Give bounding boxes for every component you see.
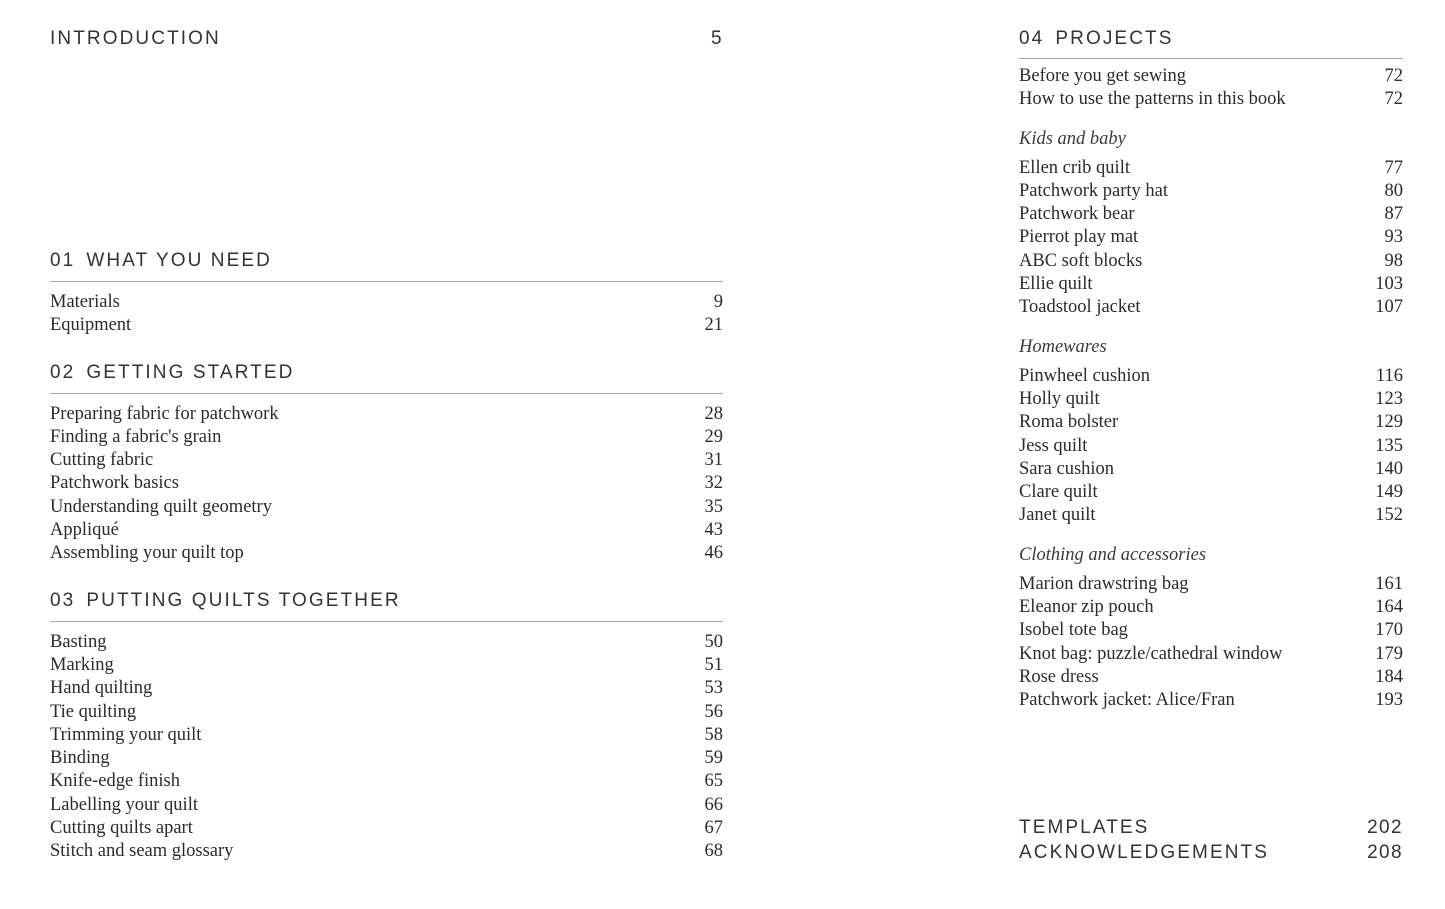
entry-label: Basting bbox=[50, 631, 107, 652]
section-divider bbox=[1019, 58, 1403, 59]
toc-entry[interactable] bbox=[50, 677, 723, 700]
entry-page: 164 bbox=[1375, 597, 1403, 618]
entry-page: 170 bbox=[1375, 620, 1403, 641]
toc-entry[interactable] bbox=[50, 631, 723, 654]
entry-page: 32 bbox=[704, 473, 723, 494]
toc-entry[interactable] bbox=[1019, 65, 1403, 88]
toc-entry[interactable] bbox=[1019, 643, 1403, 666]
right-page bbox=[723, 0, 1445, 909]
toc-entry[interactable] bbox=[1019, 273, 1403, 296]
toc-entry[interactable] bbox=[1019, 88, 1403, 111]
entry-page: 135 bbox=[1375, 435, 1403, 456]
entry-page: 56 bbox=[704, 701, 723, 722]
entry-label: Before you get sewing bbox=[1019, 66, 1186, 86]
entry-label: ABC soft blocks bbox=[1019, 250, 1143, 271]
entry-page: 107 bbox=[1375, 297, 1403, 318]
toc-entry[interactable] bbox=[1019, 573, 1403, 596]
toc-entry[interactable] bbox=[1019, 666, 1403, 689]
entry-label: Finding a fabric's grain bbox=[50, 426, 222, 447]
back-matter bbox=[1019, 815, 1403, 865]
acknowledgements-page: 208 bbox=[1367, 842, 1403, 863]
entry-page: 66 bbox=[704, 794, 723, 815]
entry-label: How to use the patterns in this book bbox=[1019, 89, 1286, 110]
toc-entry[interactable] bbox=[50, 403, 723, 426]
toc-entry[interactable] bbox=[1019, 689, 1403, 712]
entry-page: 103 bbox=[1375, 274, 1403, 295]
entry-page: 28 bbox=[704, 403, 723, 424]
section-title: PUTTING QUILTS TOGETHER bbox=[86, 589, 401, 611]
entry-page: 68 bbox=[704, 841, 723, 862]
toc-entry[interactable] bbox=[50, 840, 723, 863]
entry-page: 29 bbox=[704, 426, 723, 447]
group-subhead-clothing-and-accessories: Clothing and accessories bbox=[1019, 544, 1207, 565]
entry-page: 43 bbox=[704, 520, 723, 541]
entry-label: Ellen crib quilt bbox=[1019, 157, 1130, 178]
toc-entry[interactable] bbox=[1019, 203, 1403, 226]
toc-entry[interactable] bbox=[50, 542, 723, 565]
toc-entry[interactable] bbox=[50, 291, 723, 314]
toc-entry[interactable] bbox=[50, 817, 723, 840]
entry-label: Cutting quilts apart bbox=[50, 818, 193, 839]
entry-page: 77 bbox=[1384, 157, 1403, 178]
entry-page: 31 bbox=[704, 450, 723, 471]
toc-entry[interactable] bbox=[50, 724, 723, 747]
entry-label: Pinwheel cushion bbox=[1019, 365, 1151, 386]
group-subhead-homewares: Homewares bbox=[1019, 336, 1107, 357]
toc-entry[interactable] bbox=[1019, 226, 1403, 249]
entry-page: 80 bbox=[1384, 180, 1403, 201]
toc-entry[interactable] bbox=[1019, 296, 1403, 319]
entry-page: 9 bbox=[713, 292, 723, 312]
entry-page: 123 bbox=[1375, 388, 1403, 409]
entry-page: 98 bbox=[1384, 250, 1403, 271]
entry-page: 59 bbox=[704, 748, 723, 769]
entry-label: Patchwork basics bbox=[50, 473, 179, 494]
toc-entry[interactable] bbox=[1019, 411, 1403, 434]
section-heading[interactable] bbox=[50, 250, 723, 272]
entry-label: Jess quilt bbox=[1019, 435, 1088, 456]
section-divider bbox=[50, 281, 723, 282]
toc-entry[interactable] bbox=[1019, 619, 1403, 642]
section-title: GETTING STARTED bbox=[86, 361, 295, 383]
toc-entry[interactable] bbox=[1019, 596, 1403, 619]
toc-entry[interactable] bbox=[50, 472, 723, 495]
entry-page: 179 bbox=[1375, 643, 1403, 664]
toc-entry[interactable] bbox=[50, 449, 723, 472]
toc-entry[interactable] bbox=[50, 519, 723, 542]
entry-label: Patchwork bear bbox=[1019, 204, 1135, 225]
toc-entry[interactable] bbox=[1019, 157, 1403, 180]
introduction-page: 5 bbox=[711, 28, 723, 49]
toc-entry[interactable] bbox=[1019, 458, 1403, 481]
entry-label: Marking bbox=[50, 654, 114, 675]
toc-entry[interactable] bbox=[1019, 388, 1403, 411]
entry-label: Cutting fabric bbox=[50, 450, 154, 471]
entry-page: 58 bbox=[704, 724, 723, 745]
entry-page: 129 bbox=[1375, 412, 1403, 433]
section-number: 01 bbox=[50, 250, 76, 271]
entry-page: 140 bbox=[1375, 458, 1403, 479]
toc-entry[interactable] bbox=[1019, 180, 1403, 203]
section-title: PROJECTS bbox=[1055, 28, 1174, 49]
section-putting-quilts-together bbox=[50, 590, 723, 864]
entry-page: 149 bbox=[1375, 482, 1403, 503]
entry-page: 87 bbox=[1384, 204, 1403, 225]
entry-page: 161 bbox=[1375, 573, 1403, 594]
entry-label: Patchwork party hat bbox=[1019, 180, 1168, 201]
introduction-label: INTRODUCTION bbox=[50, 28, 221, 49]
acknowledgements-label: ACKNOWLEDGEMENTS bbox=[1019, 842, 1270, 863]
entry-label: Hand quilting bbox=[50, 678, 153, 699]
section-getting-started bbox=[50, 362, 723, 566]
templates-label: TEMPLATES bbox=[1019, 817, 1150, 838]
entry-page: 51 bbox=[704, 654, 723, 675]
toc-entry[interactable] bbox=[50, 747, 723, 770]
entry-label: Appliqué bbox=[50, 520, 119, 541]
entry-label: Materials bbox=[50, 292, 120, 312]
entry-label: Knife-edge finish bbox=[50, 771, 180, 792]
entry-page: 65 bbox=[704, 771, 723, 792]
entry-label: Rose dress bbox=[1019, 666, 1099, 687]
entry-label: Sara cushion bbox=[1019, 458, 1115, 479]
entry-label: Preparing fabric for patchwork bbox=[50, 403, 279, 424]
toc-entry[interactable] bbox=[50, 794, 723, 817]
toc-entry[interactable] bbox=[50, 314, 723, 337]
entry-page: 72 bbox=[1384, 89, 1403, 110]
entry-label: Tie quilting bbox=[50, 701, 137, 722]
entry-page: 152 bbox=[1375, 505, 1403, 526]
entry-label: Assembling your quilt top bbox=[50, 543, 244, 564]
entry-label: Janet quilt bbox=[1019, 505, 1096, 526]
section-heading[interactable] bbox=[50, 362, 723, 384]
entry-page: 193 bbox=[1375, 690, 1403, 711]
section-divider bbox=[50, 621, 723, 622]
entry-label: Eleanor zip pouch bbox=[1019, 597, 1154, 618]
entry-page: 50 bbox=[704, 631, 723, 652]
acknowledgements-row[interactable] bbox=[1019, 840, 1403, 865]
toc-entry[interactable] bbox=[1019, 365, 1403, 388]
spacer bbox=[50, 50, 723, 250]
entry-page: 53 bbox=[704, 678, 723, 699]
entry-label: Holly quilt bbox=[1019, 388, 1100, 409]
entry-label: Roma bolster bbox=[1019, 412, 1119, 433]
toc-entry[interactable] bbox=[1019, 481, 1403, 504]
section-divider bbox=[50, 393, 723, 394]
entry-label: Stitch and seam glossary bbox=[50, 841, 234, 862]
toc-entry[interactable] bbox=[1019, 250, 1403, 273]
entry-label: Ellie quilt bbox=[1019, 274, 1093, 295]
toc-entry[interactable] bbox=[50, 770, 723, 793]
entry-page: 116 bbox=[1375, 365, 1403, 386]
introduction-row[interactable] bbox=[50, 28, 723, 50]
templates-page: 202 bbox=[1367, 817, 1403, 838]
entry-label: Isobel tote bag bbox=[1019, 620, 1128, 641]
section-number: 02 bbox=[50, 361, 76, 383]
entry-label: Clare quilt bbox=[1019, 482, 1098, 503]
section-what-you-need bbox=[50, 250, 723, 338]
entry-page: 72 bbox=[1384, 66, 1403, 86]
section-title: WHAT YOU NEED bbox=[86, 250, 272, 271]
entry-label: Equipment bbox=[50, 315, 132, 336]
entry-page: 35 bbox=[704, 496, 723, 517]
entry-label: Understanding quilt geometry bbox=[50, 496, 272, 517]
section-number: 04 bbox=[1019, 28, 1045, 49]
entry-page: 184 bbox=[1375, 666, 1403, 687]
entry-label: Marion drawstring bag bbox=[1019, 573, 1189, 594]
entry-page: 67 bbox=[704, 818, 723, 839]
entry-label: Pierrot play mat bbox=[1019, 227, 1139, 248]
toc-entry[interactable] bbox=[50, 426, 723, 449]
entry-label: Labelling your quilt bbox=[50, 794, 198, 815]
section-heading-projects[interactable] bbox=[1019, 28, 1403, 50]
toc-entry[interactable] bbox=[50, 654, 723, 677]
entry-page: 21 bbox=[704, 315, 723, 336]
group-subhead-kids-and-baby: Kids and baby bbox=[1019, 128, 1126, 149]
entry-page: 93 bbox=[1384, 227, 1403, 248]
entry-label: Patchwork jacket: Alice/Fran bbox=[1019, 690, 1235, 711]
entry-label: Toadstool jacket bbox=[1019, 297, 1141, 318]
entry-label: Binding bbox=[50, 748, 110, 769]
entry-label: Trimming your quilt bbox=[50, 724, 202, 745]
toc-entry[interactable] bbox=[50, 701, 723, 724]
entry-page: 46 bbox=[704, 543, 723, 564]
toc-entry[interactable] bbox=[1019, 435, 1403, 458]
section-heading[interactable] bbox=[50, 590, 723, 612]
entry-label: Knot bag: puzzle/cathedral window bbox=[1019, 643, 1283, 664]
toc-entry[interactable] bbox=[50, 496, 723, 519]
templates-row[interactable] bbox=[1019, 815, 1403, 840]
toc-entry[interactable] bbox=[1019, 504, 1403, 527]
section-number: 03 bbox=[50, 589, 76, 611]
